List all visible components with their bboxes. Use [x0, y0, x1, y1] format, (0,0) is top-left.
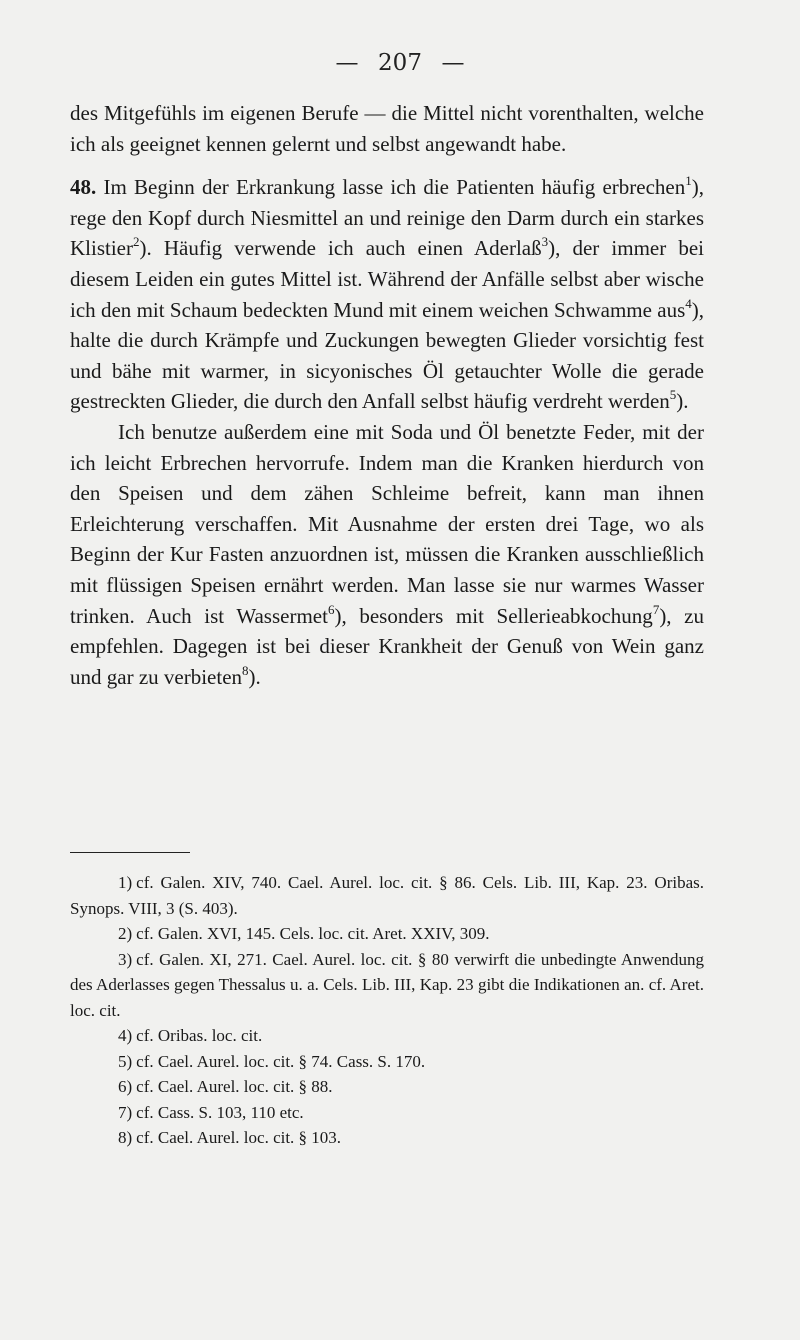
footnote	[70, 1074, 704, 1100]
paragraph-soda	[70, 417, 704, 692]
footnote-text: cf. Cass. S. 103, 110 etc.	[136, 1102, 304, 1122]
footnote	[70, 1125, 704, 1151]
footnote-ref: 8	[242, 662, 249, 678]
footnote	[70, 947, 704, 1024]
footnote-ref: 5	[669, 387, 677, 403]
footnote-ref: 6	[327, 601, 335, 617]
header-dash-right: —	[441, 50, 465, 76]
paragraph-text: ).	[248, 664, 261, 689]
section-number: 48.	[70, 175, 97, 200]
footnotes	[70, 870, 704, 1151]
main-text	[70, 98, 704, 692]
paragraph-text: ), rege den Kopf durch Niesmittel an und reinige den Darm durch ein starkes Klistier	[70, 175, 704, 261]
footnote-number: 2)	[118, 924, 133, 943]
footnote-number: 6)	[118, 1077, 133, 1096]
footnote	[70, 1100, 704, 1126]
footnote-ref: 4	[685, 295, 692, 311]
footnote-number: 7)	[118, 1102, 133, 1122]
footnote	[70, 870, 704, 921]
footnote-text: cf. Galen. XI, 271. Cael. Aurel. loc. cit. § 80 verwirft die unbedingte Anwendung des Aderlasses gegen Thessalus u. a. Cels. Lib. III, Kap. 23 gibt die Indikationen an. cf. Aret. loc. cit.	[70, 949, 704, 1020]
footnote-ref: 1	[685, 173, 692, 189]
footnote-text: cf. Cael. Aurel. loc. cit. § 74. Cass. S. 170.	[136, 1051, 426, 1071]
footnote-text: cf. Oribas. loc. cit.	[136, 1026, 263, 1045]
paragraph-text: ), zu empfehlen. Dagegen ist bei dieser Krankheit der Genuß von Wein ganz und gar zu verbieten	[70, 603, 704, 689]
footnote-number: 3)	[118, 949, 133, 969]
header-dash-left: —	[335, 50, 359, 76]
footnote	[70, 1023, 704, 1049]
footnote-text: cf. Cael. Aurel. loc. cit. § 88.	[136, 1077, 333, 1096]
paragraph-text: ). Häufig verwende ich auch einen Aderlaß	[139, 236, 542, 261]
footnote-text: cf. Galen. XIV, 740. Cael. Aurel. loc. cit. § 86. Cels. Lib. III, Kap. 23. Oribas. Synops. VIII, 3 (S. 403).	[70, 873, 704, 918]
page-number: 207	[378, 50, 422, 76]
paragraph-text: Im Beginn der Erkrankung lasse ich die Patienten häufig erbrechen	[96, 175, 686, 200]
paragraph-section-48	[70, 172, 704, 417]
paragraph-text: Ich benutze außerdem eine mit Soda und Öl benetzte Feder, mit der ich leicht Erbrechen hervorrufe. Indem man die Kranken hierdurch von den Speisen und dem zähen Schleime befreit, kann man ihnen Erleichterung verschaffen. Mit Ausnahme der ersten drei Tage, wo als Beginn der Kur Fasten anzuordnen ist, müssen die Kranken ausschließlich mit flüssigen Speisen ernährt werden. Man lasse sie nur warmes Wasser trinken. Auch ist Wassermet	[70, 419, 704, 628]
paragraph-continued: des Mitgefühls im eigenen Berufe — die Mittel nicht vorenthalten, welche ich als geeignet kennen gelernt und selbst angewandt habe.	[70, 101, 704, 156]
footnote-ref: 7	[652, 601, 660, 617]
paragraph-text: ), besonders mit Sellerieabkochung	[334, 603, 653, 628]
footnote-divider	[70, 852, 190, 853]
footnote-number: 5)	[118, 1051, 133, 1071]
footnote-ref: 2	[133, 234, 140, 250]
footnote	[70, 921, 704, 947]
footnote	[70, 1049, 704, 1075]
paragraph-text: ).	[676, 389, 689, 414]
footnote-number: 8)	[118, 1128, 133, 1147]
footnote-text: cf. Cael. Aurel. loc. cit. § 103.	[136, 1128, 342, 1147]
paragraph-text: ), der immer bei diesem Leiden ein gutes Mittel ist. Während der Anfälle selbst aber wische ich den mit Schaum bedeckten Mund mit einem weichen Schwamme aus	[70, 236, 704, 322]
page-header	[0, 50, 800, 76]
footnote-number: 4)	[118, 1026, 133, 1045]
footnote-text: cf. Galen. XVI, 145. Cels. loc. cit. Aret. XXIV, 309.	[136, 924, 490, 943]
footnote-number: 1)	[118, 873, 133, 892]
paragraph-text: ), halte die durch Krämpfe und Zuckungen bewegten Glieder vorsichtig fest und bähe mit warmer, in sicyonisches Öl getauchter Wolle die gerade gestreckten Glieder, die durch den Anfall selbst häufig verdreht werden	[70, 297, 704, 414]
footnote-ref: 3	[541, 234, 549, 250]
